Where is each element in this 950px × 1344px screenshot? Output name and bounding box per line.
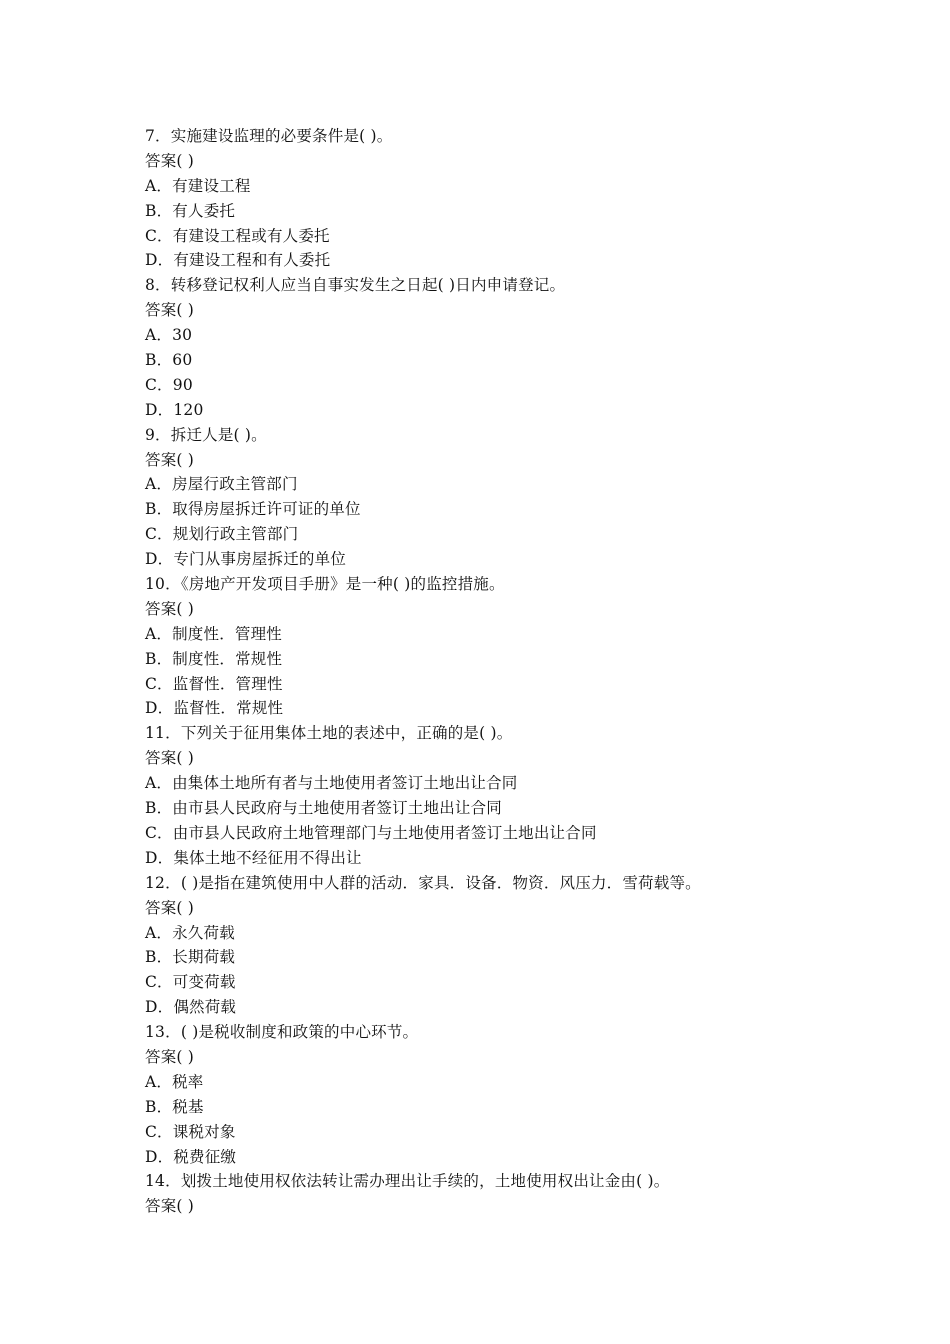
option-c: C．可变荷载 [145,973,236,992]
option-a: A．由集体土地所有者与土地使用者签订土地出让合同 [145,774,518,793]
option-c: C．监督性．管理性 [145,674,283,693]
option-b: B．取得房屋拆迁许可证的单位 [145,500,361,519]
option-b: B．由市县人民政府与土地使用者签订土地出让合同 [145,799,502,818]
option-a: A．有建设工程 [145,176,251,195]
option-d: D．税费征缴 [145,1147,237,1166]
answer-line: 答案( ) [145,898,195,917]
question-8-text: 8．转移登记权利人应当自事实发生之日起( )日内申请登记。 [145,276,566,295]
question-14-text: 14．划拨土地使用权依法转让需办理出让手续的，土地使用权出让金由( )。 [145,1172,670,1191]
question-11-text: 11．下列关于征用集体土地的表述中，正确的是( )。 [145,724,513,743]
option-a: A．30 [145,326,193,345]
option-a: A．房屋行政主管部门 [145,475,298,494]
answer-line: 答案( ) [145,1197,195,1216]
question-7-text: 7．实施建设监理的必要条件是( )。 [145,127,393,145]
option-b: B．60 [145,351,193,370]
option-d: D．偶然荷载 [145,998,237,1017]
option-a: A．永久荷载 [145,923,235,942]
option-b: B．税基 [145,1097,204,1116]
option-a: A．税率 [145,1072,204,1091]
option-b: B．有人委托 [145,201,236,220]
option-d: D．专门从事房屋拆迁的单位 [145,550,347,569]
question-10-text: 10．《房地产开发项目手册》是一种( )的监控措施。 [145,575,505,594]
answer-line: 答案( ) [145,301,195,320]
answer-line: 答案( ) [145,151,195,170]
option-c: C．规划行政主管部门 [145,525,299,544]
option-c: C．由市县人民政府土地管理部门与土地使用者签订土地出让合同 [145,823,597,842]
option-b: B．制度性．常规性 [145,649,283,668]
option-c: C．课税对象 [145,1122,236,1141]
option-a: A．制度性．管理性 [145,624,282,643]
document-content [145,124,905,1219]
answer-line: 答案( ) [145,1047,195,1066]
question-12-text: 12．( )是指在建筑使用中人群的活动．家具．设备．物资．风压力．雪荷载等。 [145,873,701,892]
option-d: D．集体土地不经征用不得出让 [145,848,362,867]
answer-line: 答案( ) [145,450,195,469]
option-b: B．长期荷载 [145,948,236,967]
question-13-text: 13．( )是税收制度和政策的中心环节。 [145,1023,419,1042]
option-c: C．有建设工程或有人委托 [145,226,330,245]
option-d: D．120 [145,400,204,419]
option-c: C．90 [145,375,193,394]
answer-line: 答案( ) [145,749,195,768]
question-9-text: 9．拆迁人是( )。 [145,425,267,444]
option-d: D．有建设工程和有人委托 [145,251,331,270]
option-d: D．监督性．常规性 [145,699,284,718]
answer-line: 答案( ) [145,599,195,618]
